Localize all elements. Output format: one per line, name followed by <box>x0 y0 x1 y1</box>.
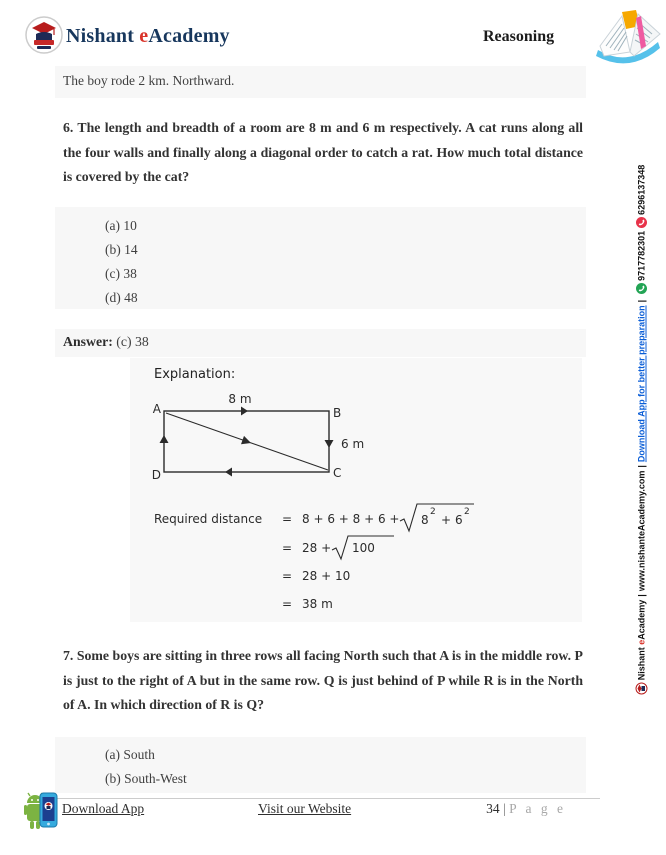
option-b: (b) South-West <box>105 771 187 786</box>
question-7-text: 7. Some boys are sitting in three rows all facing North such that A is in the middle row. P is just to the right of A but in the same row. Q is just behind of P while R is in the North of A. In which direction of R is Q? <box>63 648 583 712</box>
equals-4: = <box>282 597 293 611</box>
radicand-8: 8 <box>421 513 429 527</box>
page-number-pipe: | <box>503 801 510 816</box>
question-7-options <box>55 737 586 793</box>
android-app-icon <box>22 789 62 833</box>
equals-1: = <box>282 512 293 526</box>
question-6-text: 6. The length and breadth of a room are 8 m and 6 m respectively. A cat runs along all the four walls and finally along a diagonal order to catch a rat. How much total distance is covered by the cat? <box>63 120 583 184</box>
corner-b-label: B <box>333 406 342 420</box>
intro-line: The boy rode 2 km. Northward. <box>55 66 586 98</box>
answer-line <box>55 329 586 357</box>
side-contact-strip <box>633 164 650 691</box>
footer-divider <box>57 798 600 799</box>
radicand-6: 6 <box>455 513 463 527</box>
equals-3: = <box>282 569 293 583</box>
phone-icon <box>635 217 647 229</box>
phone-number: 6296137348 <box>636 164 646 215</box>
formula-line1: 8 + 6 + 8 + 6 + <box>302 512 400 526</box>
radical-sign-1 <box>400 504 474 531</box>
separator: | <box>636 594 646 597</box>
breadth-label: 6 m <box>341 437 365 451</box>
arrow-left-icon <box>225 468 232 477</box>
brand-title <box>66 25 230 48</box>
question-6-options <box>55 207 586 309</box>
option-b: (b) 14 <box>105 242 138 257</box>
formula-result: 38 m <box>302 597 333 611</box>
subject-label: Reasoning <box>483 28 555 45</box>
arrow-up-icon <box>160 435 169 443</box>
footer-download-app-link[interactable]: Download App <box>62 801 145 816</box>
whatsapp-number: 9717782301 <box>636 230 646 281</box>
formula-line3: 28 + 10 <box>302 569 351 583</box>
open-book-icon <box>592 6 664 66</box>
side-brand: Nishant eAcademy <box>636 599 646 681</box>
page-word: P a g e <box>509 801 566 816</box>
side-download-link[interactable]: Download App for better preparation <box>636 305 646 463</box>
whatsapp-icon <box>635 283 647 295</box>
length-label: 8 m <box>228 392 252 406</box>
option-a: (a) 10 <box>105 218 137 233</box>
corner-c-label: C <box>333 466 342 480</box>
exponent-2b: 2 <box>464 507 470 517</box>
corner-d-label: D <box>151 468 161 482</box>
option-d: (d) 48 <box>105 290 138 305</box>
exponent-2a: 2 <box>430 507 436 517</box>
brand-pre: Nishant <box>66 25 140 47</box>
radicand-plus: + <box>441 513 452 527</box>
academy-mini-logo-icon <box>635 682 647 694</box>
corner-a-label: A <box>152 402 161 416</box>
formula-lhs: Required distance <box>154 512 263 526</box>
separator: | <box>636 465 646 468</box>
academy-logo-icon <box>25 16 63 54</box>
arrow-right-icon <box>241 407 248 416</box>
explanation-title: Explanation: <box>154 367 236 382</box>
brand-post: Academy <box>148 25 230 47</box>
side-website: www.nishanteAcademy.com <box>636 470 646 592</box>
option-a: (a) South <box>105 747 155 762</box>
arrow-down-icon <box>325 440 334 448</box>
answer-value: (c) 38 <box>112 334 149 349</box>
brand-e: e <box>139 25 149 47</box>
page-number-value: 34 <box>486 801 504 816</box>
answer-label: Answer: <box>63 334 113 349</box>
footer-visit-website-link[interactable]: Visit our Website <box>258 801 352 816</box>
option-c: (c) 38 <box>105 266 137 281</box>
page-number <box>480 801 566 817</box>
equals-2: = <box>282 541 293 555</box>
formula-line2: 28 + <box>302 541 332 555</box>
radicand-100: 100 <box>352 541 375 555</box>
explanation-figure <box>130 358 582 622</box>
separator: | <box>636 299 646 303</box>
